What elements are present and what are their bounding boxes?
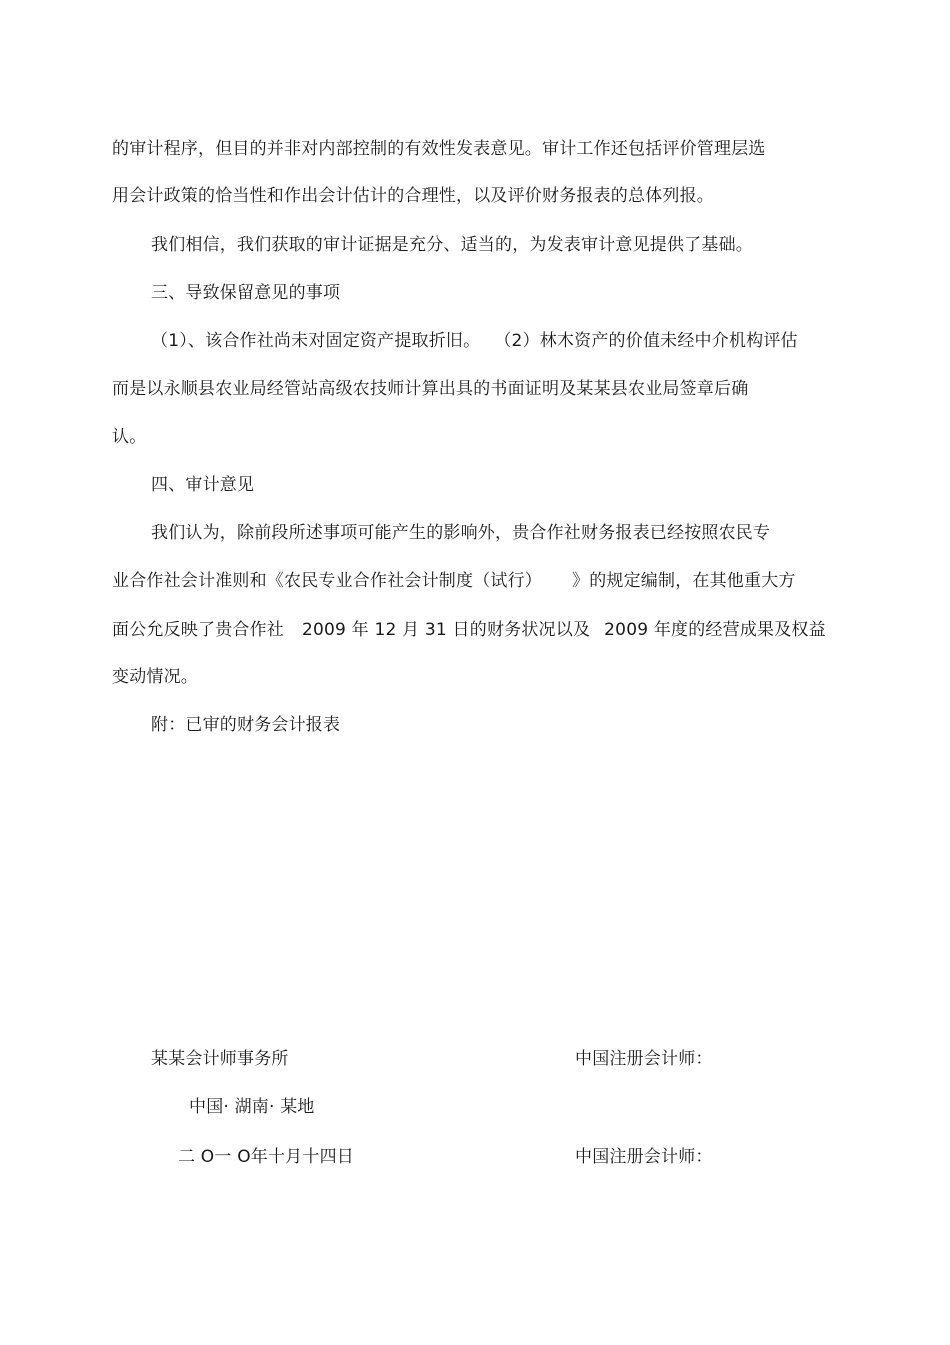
body-line-12: 变动情况。 <box>112 667 198 687</box>
body-line-2: 用会计政策的恰当性和作出会计估计的合理性，以及评价财务报表的总体列报。 <box>112 186 714 206</box>
issue-2-text: （2）林木资产的价值未经中介机构评估 <box>494 331 798 351</box>
body-line-7: 认。 <box>112 427 147 447</box>
section-heading-3: 三、导致保留意见的事项 <box>151 283 341 303</box>
body-line-1: 的审计程序，但目的并非对内部控制的有效性发表意见。审计工作还包括评价管理层选 <box>112 139 766 159</box>
firm-location: 中国· 湖南· 某地 <box>189 1097 315 1117</box>
cpa-signature-label-1: 中国注册会计师： <box>575 1049 713 1069</box>
firm-name: 某某会计师事务所 <box>151 1049 289 1069</box>
body-line-6: 而是以永顺县农业局经管站高级农技师计算出具的书面证明及某某县农业局签章后确 <box>112 379 749 399</box>
body-line-11: 面公允反映了贵合作社 2009 年 12 月 31 日的财务状况以及 2009 年度的经营成果及权益 <box>112 620 826 640</box>
cpa-signature-label-2: 中国注册会计师： <box>575 1147 713 1167</box>
attachment-line: 附：已审的财务会计报表 <box>151 715 341 735</box>
section-heading-4: 四、审计意见 <box>151 475 255 495</box>
body-line-3: 我们相信，我们获取的审计证据是充分、适当的，为发表审计意见提供了基础。 <box>151 235 753 255</box>
body-line-5 <box>151 331 798 351</box>
issue-1-text: （1）、该合作社尚未对固定资产提取折旧。 <box>151 331 481 351</box>
report-date: 二 O一 O年十月十四日 <box>178 1147 354 1167</box>
body-line-9: 我们认为，除前段所述事项可能产生的影响外，贵合作社财务报表已经按照农民专 <box>151 523 771 543</box>
body-line-10: 业合作社会计准则和《农民专业合作社会计制度（试行） 》的规定编制，在其他重大方 <box>112 571 796 591</box>
